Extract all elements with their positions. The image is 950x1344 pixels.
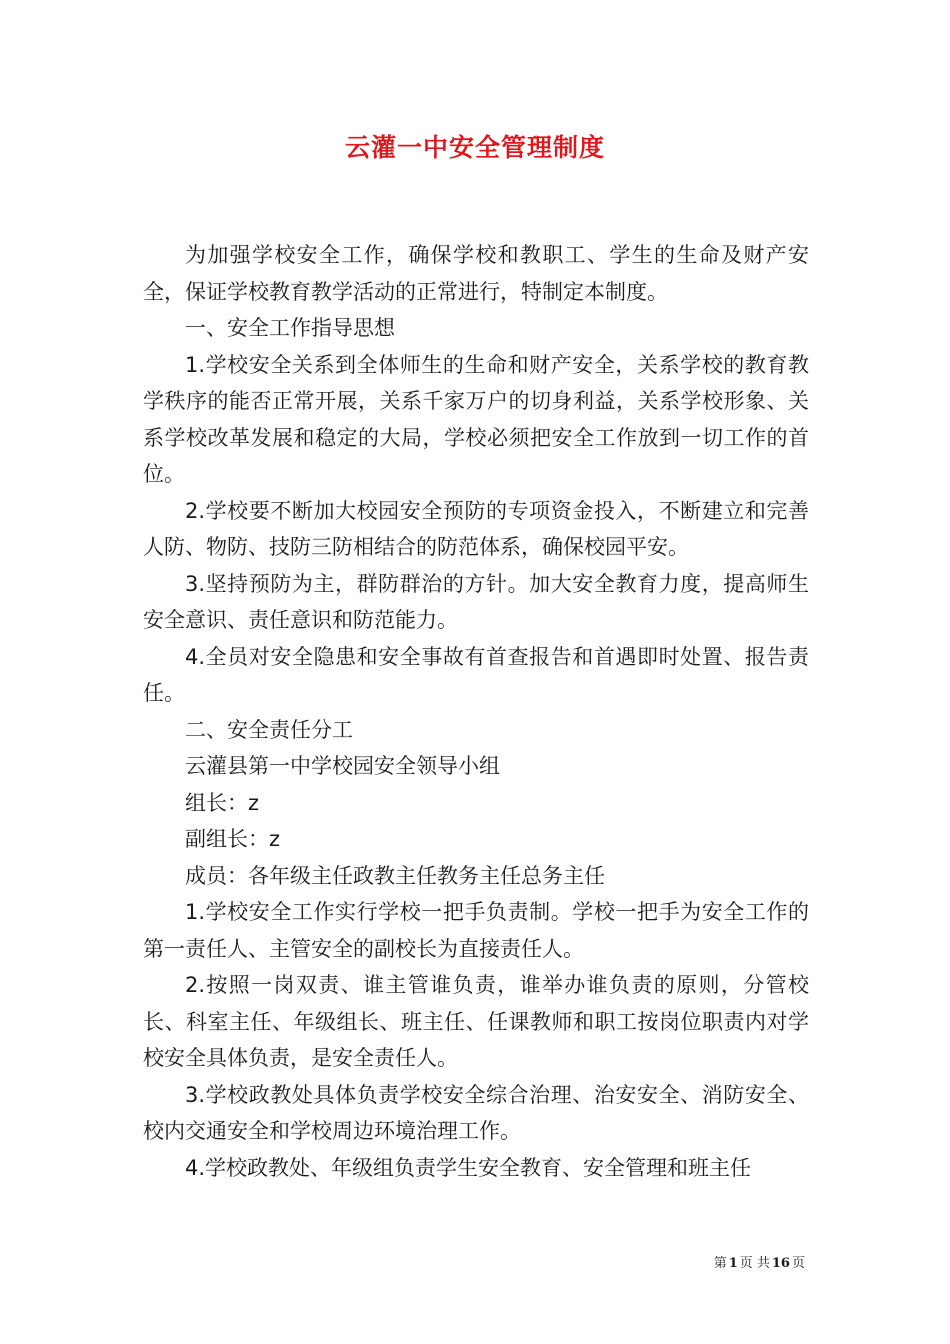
total-pages: 16 <box>771 1256 790 1271</box>
paragraph: 1.学校安全工作实行学校一把手负责制。学校一把手为安全工作的第一责任人、主管安全的副校长为直接责任人。 <box>143 900 809 961</box>
paragraph: 4.学校政教处、年级组负责学生安全教育、安全管理和班主任 <box>185 1155 752 1180</box>
document-body <box>143 237 809 1186</box>
page-footer <box>714 1252 805 1271</box>
paragraph: 2.按照一岗双责、谁主管谁负责，谁举办谁负责的原则，分管校长、科室主任、年级组长、班主任、任课教师和职工按岗位职责内对学校安全具体负责，是安全责任人。 <box>143 973 809 1070</box>
section-heading: 二、安全责任分工 <box>185 717 353 742</box>
paragraph: 副组长：z <box>185 827 281 851</box>
paragraph: 成员：各年级主任政教主任教务主任总务主任 <box>185 863 605 888</box>
page-number: 1 <box>728 1256 738 1271</box>
paragraph: 2.学校要不断加大校园安全预防的专项资金投入，不断建立和完善人防、物防、技防三防相结合的防范体系，确保校园平安。 <box>143 498 809 559</box>
paragraph: 云灌县第一中学校园安全领导小组 <box>185 754 500 778</box>
paragraph: 3.学校政教处具体负责学校安全综合治理、治安安全、消防安全、校内交通安全和学校周边环境治理工作。 <box>143 1082 809 1143</box>
section-heading: 一、安全工作指导思想 <box>185 316 395 340</box>
footer-suffix: 页 <box>791 1256 805 1271</box>
document-title: 云灌一中安全管理制度 <box>344 133 605 162</box>
paragraph: 4.全员对安全隐患和安全事故有首查报告和首遇即时处置、报告责任。 <box>143 644 809 705</box>
paragraph: 1.学校安全关系到全体师生的生命和财产安全，关系学校的教育教学秩序的能否正常开展，关系千家万户的切身利益，关系学校形象、关系学校改革发展和稳定的大局，学校必须把安全工作放到一切工作的首位。 <box>143 352 809 486</box>
footer-middle: 页 共 <box>739 1256 770 1271</box>
paragraph: 3.坚持预防为主，群防群治的方针。加大安全教育力度，提高师生安全意识、责任意识和防范能力。 <box>143 571 809 632</box>
paragraph: 组长：z <box>185 790 260 815</box>
footer-prefix: 第 <box>713 1256 727 1271</box>
paragraph: 为加强学校安全工作，确保学校和教职工、学生的生命及财产安全，保证学校教育教学活动的正常进行，特制定本制度。 <box>143 243 809 304</box>
